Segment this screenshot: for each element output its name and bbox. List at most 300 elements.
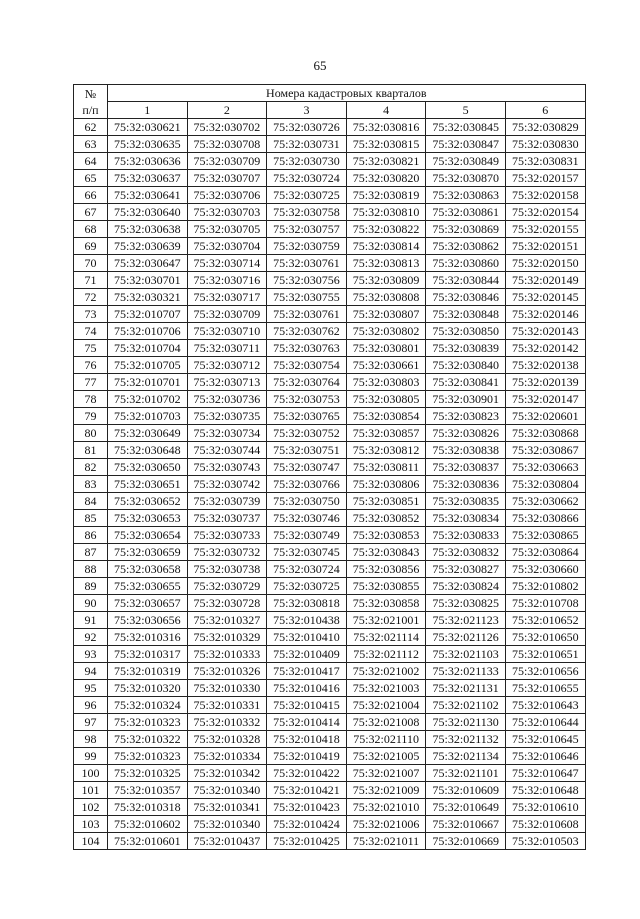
cadastral-number-cell: 75:32:030707: [187, 170, 267, 187]
cadastral-number-cell: 75:32:030819: [346, 187, 426, 204]
cadastral-number-cell: 75:32:021134: [426, 748, 506, 765]
cadastral-number-cell: 75:32:030836: [426, 476, 506, 493]
cadastral-number-cell: 75:32:030744: [187, 442, 267, 459]
cadastral-number-cell: 75:32:030753: [267, 391, 347, 408]
cadastral-number-cell: 75:32:030763: [267, 340, 347, 357]
cadastral-number-cell: 75:32:030658: [108, 561, 188, 578]
row-number-cell: 82: [74, 459, 108, 476]
cadastral-number-cell: 75:32:030736: [187, 391, 267, 408]
cadastral-number-cell: 75:32:030640: [108, 204, 188, 221]
row-number-cell: 92: [74, 629, 108, 646]
table-row: [74, 799, 586, 816]
cadastral-number-cell: 75:32:020139: [505, 374, 585, 391]
cadastral-number-cell: 75:32:010601: [108, 833, 188, 850]
row-number-cell: 78: [74, 391, 108, 408]
cadastral-number-cell: 75:32:021110: [346, 731, 426, 748]
cadastral-number-cell: 75:32:010438: [267, 612, 347, 629]
cadastral-number-cell: 75:32:010802: [505, 578, 585, 595]
row-number-header-top: №: [84, 86, 97, 101]
cadastral-number-cell: 75:32:030861: [426, 204, 506, 221]
cadastral-number-cell: 75:32:010647: [505, 765, 585, 782]
cadastral-number-cell: 75:32:030857: [346, 425, 426, 442]
table-row: [74, 153, 586, 170]
cadastral-quarters-table: [73, 84, 586, 850]
cadastral-number-cell: 75:32:030654: [108, 527, 188, 544]
cadastral-number-cell: 75:32:010331: [187, 697, 267, 714]
row-number-cell: 83: [74, 476, 108, 493]
cadastral-number-cell: 75:32:030805: [346, 391, 426, 408]
cadastral-number-cell: 75:32:010643: [505, 697, 585, 714]
cadastral-number-cell: 75:32:010437: [187, 833, 267, 850]
cadastral-number-cell: 75:32:021130: [426, 714, 506, 731]
row-number-cell: 73: [74, 306, 108, 323]
table-row: [74, 374, 586, 391]
cadastral-number-cell: 75:32:021101: [426, 765, 506, 782]
table-row: [74, 459, 586, 476]
cadastral-number-cell: 75:32:010422: [267, 765, 347, 782]
table-row: [74, 561, 586, 578]
cadastral-number-cell: 75:32:030865: [505, 527, 585, 544]
cadastral-number-cell: 75:32:021132: [426, 731, 506, 748]
table-row: [74, 816, 586, 833]
cadastral-number-cell: 75:32:030641: [108, 187, 188, 204]
table-row: [74, 204, 586, 221]
cadastral-number-cell: 75:32:021001: [346, 612, 426, 629]
cadastral-number-cell: 75:32:030716: [187, 272, 267, 289]
column-header-1: 1: [108, 102, 188, 119]
cadastral-number-cell: 75:32:030856: [346, 561, 426, 578]
cadastral-number-cell: 75:32:010708: [505, 595, 585, 612]
cadastral-number-cell: 75:32:010423: [267, 799, 347, 816]
column-header-4: 4: [346, 102, 426, 119]
row-number-cell: 62: [74, 119, 108, 136]
column-header-2: 2: [187, 102, 267, 119]
cadastral-number-cell: 75:32:030734: [187, 425, 267, 442]
cadastral-number-cell: 75:32:030714: [187, 255, 267, 272]
cadastral-number-cell: 75:32:030711: [187, 340, 267, 357]
table-row: [74, 187, 586, 204]
cadastral-number-cell: 75:32:030824: [426, 578, 506, 595]
cadastral-number-cell: 75:32:030825: [426, 595, 506, 612]
cadastral-number-cell: 75:32:010651: [505, 646, 585, 663]
table-row: [74, 425, 586, 442]
table-row: [74, 680, 586, 697]
cadastral-number-cell: 75:32:030862: [426, 238, 506, 255]
cadastral-number-cell: 75:32:030802: [346, 323, 426, 340]
cadastral-number-cell: 75:32:030742: [187, 476, 267, 493]
cadastral-number-cell: 75:32:030845: [426, 119, 506, 136]
cadastral-number-cell: 75:32:010702: [108, 391, 188, 408]
cadastral-number-cell: 75:32:030635: [108, 136, 188, 153]
cadastral-number-cell: 75:32:030702: [187, 119, 267, 136]
cadastral-number-cell: 75:32:030846: [426, 289, 506, 306]
cadastral-number-cell: 75:32:030659: [108, 544, 188, 561]
cadastral-number-cell: 75:32:010667: [426, 816, 506, 833]
table-title-header: Номера кадастровых кварталов: [108, 85, 586, 102]
cadastral-number-cell: 75:32:021008: [346, 714, 426, 731]
cadastral-number-cell: 75:32:030830: [505, 136, 585, 153]
cadastral-number-cell: 75:32:030827: [426, 561, 506, 578]
row-number-cell: 100: [74, 765, 108, 782]
cadastral-number-cell: 75:32:030636: [108, 153, 188, 170]
cadastral-number-cell: 75:32:020145: [505, 289, 585, 306]
cadastral-number-cell: 75:32:010417: [267, 663, 347, 680]
page-number: 65: [313, 58, 327, 73]
row-number-cell: 75: [74, 340, 108, 357]
cadastral-number-cell: 75:32:010318: [108, 799, 188, 816]
header-row-title: [74, 85, 586, 102]
cadastral-number-cell: 75:32:030766: [267, 476, 347, 493]
cadastral-number-cell: 75:32:030821: [346, 153, 426, 170]
cadastral-number-cell: 75:32:030811: [346, 459, 426, 476]
cadastral-number-cell: 75:32:030762: [267, 323, 347, 340]
row-number-cell: 103: [74, 816, 108, 833]
cadastral-number-cell: 75:32:010316: [108, 629, 188, 646]
table-row: [74, 357, 586, 374]
cadastral-number-cell: 75:32:030814: [346, 238, 426, 255]
row-number-cell: 86: [74, 527, 108, 544]
cadastral-number-cell: 75:32:030752: [267, 425, 347, 442]
cadastral-number-cell: 75:32:030843: [346, 544, 426, 561]
cadastral-number-cell: 75:32:010644: [505, 714, 585, 731]
row-number-cell: 65: [74, 170, 108, 187]
row-number-cell: 64: [74, 153, 108, 170]
table-row: [74, 272, 586, 289]
cadastral-number-cell: 75:32:030656: [108, 612, 188, 629]
cadastral-number-cell: 75:32:030653: [108, 510, 188, 527]
cadastral-number-cell: 75:32:010409: [267, 646, 347, 663]
cadastral-number-cell: 75:32:010645: [505, 731, 585, 748]
cadastral-number-cell: 75:32:010323: [108, 714, 188, 731]
cadastral-number-cell: 75:32:030864: [505, 544, 585, 561]
cadastral-number-cell: 75:32:030816: [346, 119, 426, 136]
row-number-cell: 89: [74, 578, 108, 595]
cadastral-number-cell: 75:32:030662: [505, 493, 585, 510]
cadastral-number-cell: 75:32:030813: [346, 255, 426, 272]
cadastral-number-cell: 75:32:030732: [187, 544, 267, 561]
cadastral-number-cell: 75:32:020150: [505, 255, 585, 272]
cadastral-number-cell: 75:32:030829: [505, 119, 585, 136]
row-number-cell: 81: [74, 442, 108, 459]
cadastral-number-cell: 75:32:021007: [346, 765, 426, 782]
cadastral-number-cell: 75:32:030806: [346, 476, 426, 493]
cadastral-number-cell: 75:32:030749: [267, 527, 347, 544]
cadastral-number-cell: 75:32:030737: [187, 510, 267, 527]
cadastral-number-cell: 75:32:010410: [267, 629, 347, 646]
cadastral-number-cell: 75:32:030866: [505, 510, 585, 527]
cadastral-number-cell: 75:32:010320: [108, 680, 188, 697]
cadastral-number-cell: 75:32:010609: [426, 782, 506, 799]
cadastral-number-cell: 75:32:030759: [267, 238, 347, 255]
row-number-header-bottom: п/п: [82, 102, 99, 117]
table-row: [74, 595, 586, 612]
cadastral-number-cell: 75:32:030765: [267, 408, 347, 425]
cadastral-number-cell: 75:32:010706: [108, 323, 188, 340]
table-row: [74, 612, 586, 629]
cadastral-number-cell: 75:32:020147: [505, 391, 585, 408]
cadastral-number-cell: 75:32:030652: [108, 493, 188, 510]
cadastral-number-cell: 75:32:010424: [267, 816, 347, 833]
cadastral-number-cell: 75:32:030764: [267, 374, 347, 391]
row-number-cell: 99: [74, 748, 108, 765]
cadastral-number-cell: 75:32:030651: [108, 476, 188, 493]
cadastral-number-cell: 75:32:010704: [108, 340, 188, 357]
cadastral-number-cell: 75:32:030840: [426, 357, 506, 374]
cadastral-number-cell: 75:32:010415: [267, 697, 347, 714]
row-number-cell: 93: [74, 646, 108, 663]
cadastral-number-cell: 75:32:030803: [346, 374, 426, 391]
cadastral-number-cell: 75:32:021004: [346, 697, 426, 714]
cadastral-number-cell: 75:32:010323: [108, 748, 188, 765]
cadastral-number-cell: 75:32:010652: [505, 612, 585, 629]
cadastral-number-cell: 75:32:021006: [346, 816, 426, 833]
cadastral-number-cell: 75:32:030868: [505, 425, 585, 442]
cadastral-number-cell: 75:32:010317: [108, 646, 188, 663]
cadastral-number-cell: 75:32:030807: [346, 306, 426, 323]
cadastral-number-cell: 75:32:030704: [187, 238, 267, 255]
table-row: [74, 663, 586, 680]
table-row: [74, 629, 586, 646]
column-header-5: 5: [426, 102, 506, 119]
cadastral-number-cell: 75:32:010326: [187, 663, 267, 680]
cadastral-number-cell: 75:32:030660: [505, 561, 585, 578]
table-row: [74, 170, 586, 187]
cadastral-number-cell: 75:32:030729: [187, 578, 267, 595]
cadastral-number-cell: 75:32:021005: [346, 748, 426, 765]
cadastral-number-cell: 75:32:030638: [108, 221, 188, 238]
cadastral-number-cell: 75:32:030724: [267, 170, 347, 187]
table-row: [74, 748, 586, 765]
row-number-cell: 104: [74, 833, 108, 850]
table-row: [74, 731, 586, 748]
cadastral-number-cell: 75:32:030831: [505, 153, 585, 170]
cadastral-number-cell: 75:32:030823: [426, 408, 506, 425]
row-number-cell: 90: [74, 595, 108, 612]
row-number-cell: 69: [74, 238, 108, 255]
cadastral-number-cell: 75:32:010602: [108, 816, 188, 833]
cadastral-number-cell: 75:32:010341: [187, 799, 267, 816]
cadastral-number-cell: 75:32:030745: [267, 544, 347, 561]
cadastral-number-cell: 75:32:030834: [426, 510, 506, 527]
table-row: [74, 238, 586, 255]
cadastral-number-cell: 75:32:030835: [426, 493, 506, 510]
cadastral-number-cell: 75:32:010701: [108, 374, 188, 391]
cadastral-number-cell: 75:32:021003: [346, 680, 426, 697]
cadastral-number-cell: 75:32:020142: [505, 340, 585, 357]
row-number-cell: 85: [74, 510, 108, 527]
column-header-3: 3: [267, 102, 347, 119]
cadastral-number-cell: 75:32:030713: [187, 374, 267, 391]
cadastral-number-cell: 75:32:030808: [346, 289, 426, 306]
cadastral-number-cell: 75:32:030708: [187, 136, 267, 153]
table-row: [74, 255, 586, 272]
cadastral-number-cell: 75:32:030754: [267, 357, 347, 374]
cadastral-number-cell: 75:32:030709: [187, 153, 267, 170]
cadastral-number-cell: 75:32:030758: [267, 204, 347, 221]
cadastral-number-cell: 75:32:030841: [426, 374, 506, 391]
row-number-cell: 97: [74, 714, 108, 731]
cadastral-number-cell: 75:32:030849: [426, 153, 506, 170]
row-number-cell: 67: [74, 204, 108, 221]
cadastral-number-cell: 75:32:010649: [426, 799, 506, 816]
cadastral-number-cell: 75:32:030746: [267, 510, 347, 527]
table-row: [74, 697, 586, 714]
cadastral-number-cell: 75:32:030812: [346, 442, 426, 459]
table-row: [74, 714, 586, 731]
row-number-cell: 95: [74, 680, 108, 697]
cadastral-number-cell: 75:32:010421: [267, 782, 347, 799]
row-number-cell: 102: [74, 799, 108, 816]
table-row: [74, 221, 586, 238]
table-row: [74, 136, 586, 153]
cadastral-number-cell: 75:32:030837: [426, 459, 506, 476]
cadastral-number-cell: 75:32:030853: [346, 527, 426, 544]
cadastral-number-cell: 75:32:010414: [267, 714, 347, 731]
cadastral-number-cell: 75:32:030725: [267, 187, 347, 204]
table-row: [74, 289, 586, 306]
cadastral-number-cell: 75:32:030870: [426, 170, 506, 187]
table-row: [74, 442, 586, 459]
cadastral-number-cell: 75:32:030822: [346, 221, 426, 238]
row-number-cell: 70: [74, 255, 108, 272]
cadastral-number-cell: 75:32:020151: [505, 238, 585, 255]
cadastral-number-cell: 75:32:010333: [187, 646, 267, 663]
cadastral-number-cell: 75:32:030755: [267, 289, 347, 306]
cadastral-number-cell: 75:32:010334: [187, 748, 267, 765]
cadastral-number-cell: 75:32:010705: [108, 357, 188, 374]
row-number-cell: 96: [74, 697, 108, 714]
row-number-cell: 76: [74, 357, 108, 374]
row-number-cell: 91: [74, 612, 108, 629]
cadastral-number-cell: 75:32:030647: [108, 255, 188, 272]
cadastral-number-cell: 75:32:010425: [267, 833, 347, 850]
cadastral-number-cell: 75:32:020149: [505, 272, 585, 289]
cadastral-number-cell: 75:32:020601: [505, 408, 585, 425]
cadastral-number-cell: 75:32:030863: [426, 187, 506, 204]
row-number-cell: 101: [74, 782, 108, 799]
cadastral-number-cell: 75:32:030747: [267, 459, 347, 476]
cadastral-number-cell: 75:32:030854: [346, 408, 426, 425]
cadastral-number-cell: 75:32:021010: [346, 799, 426, 816]
row-number-cell: 77: [74, 374, 108, 391]
cadastral-number-cell: 75:32:030655: [108, 578, 188, 595]
cadastral-number-cell: 75:32:010669: [426, 833, 506, 850]
cadastral-number-cell: 75:32:030710: [187, 323, 267, 340]
cadastral-number-cell: 75:32:010325: [108, 765, 188, 782]
row-number-cell: 66: [74, 187, 108, 204]
table-row: [74, 408, 586, 425]
cadastral-number-cell: 75:32:021123: [426, 612, 506, 629]
cadastral-number-cell: 75:32:030724: [267, 561, 347, 578]
cadastral-number-cell: 75:32:010340: [187, 782, 267, 799]
cadastral-number-cell: 75:32:030725: [267, 578, 347, 595]
table-row: [74, 765, 586, 782]
cadastral-number-cell: 75:32:021126: [426, 629, 506, 646]
header-row-columns: [74, 102, 586, 119]
cadastral-number-cell: 75:32:010656: [505, 663, 585, 680]
cadastral-number-cell: 75:32:020157: [505, 170, 585, 187]
cadastral-number-cell: 75:32:030833: [426, 527, 506, 544]
cadastral-number-cell: 75:32:030639: [108, 238, 188, 255]
cadastral-number-cell: 75:32:020158: [505, 187, 585, 204]
cadastral-number-cell: 75:32:010327: [187, 612, 267, 629]
cadastral-number-cell: 75:32:030818: [267, 595, 347, 612]
cadastral-number-cell: 75:32:030801: [346, 340, 426, 357]
row-number-cell: 79: [74, 408, 108, 425]
row-number-cell: 87: [74, 544, 108, 561]
cadastral-number-cell: 75:32:010608: [505, 816, 585, 833]
row-number-cell: 63: [74, 136, 108, 153]
cadastral-number-cell: 75:32:020138: [505, 357, 585, 374]
row-number-cell: 84: [74, 493, 108, 510]
cadastral-number-cell: 75:32:010328: [187, 731, 267, 748]
cadastral-number-cell: 75:32:030851: [346, 493, 426, 510]
cadastral-number-cell: 75:32:010707: [108, 306, 188, 323]
row-number-cell: 68: [74, 221, 108, 238]
table-row: [74, 782, 586, 799]
row-number-cell: 72: [74, 289, 108, 306]
cadastral-number-cell: 75:32:030804: [505, 476, 585, 493]
cadastral-number-cell: 75:32:030728: [187, 595, 267, 612]
cadastral-number-cell: 75:32:020146: [505, 306, 585, 323]
cadastral-number-cell: 75:32:021133: [426, 663, 506, 680]
cadastral-number-cell: 75:32:021102: [426, 697, 506, 714]
cadastral-number-cell: 75:32:030738: [187, 561, 267, 578]
row-number-header: [74, 85, 108, 119]
cadastral-number-cell: 75:32:010650: [505, 629, 585, 646]
cadastral-number-cell: 75:32:030757: [267, 221, 347, 238]
cadastral-number-cell: 75:32:030820: [346, 170, 426, 187]
cadastral-number-cell: 75:32:030750: [267, 493, 347, 510]
cadastral-number-cell: 75:32:010655: [505, 680, 585, 697]
cadastral-number-cell: 75:32:030751: [267, 442, 347, 459]
cadastral-number-cell: 75:32:010610: [505, 799, 585, 816]
cadastral-number-cell: 75:32:010332: [187, 714, 267, 731]
cadastral-number-cell: 75:32:030848: [426, 306, 506, 323]
cadastral-number-cell: 75:32:030637: [108, 170, 188, 187]
table-row: [74, 544, 586, 561]
cadastral-number-cell: 75:32:030810: [346, 204, 426, 221]
cadastral-number-cell: 75:32:030838: [426, 442, 506, 459]
cadastral-number-cell: 75:32:030826: [426, 425, 506, 442]
column-header-6: 6: [505, 102, 585, 119]
cadastral-number-cell: 75:32:030901: [426, 391, 506, 408]
table-row: [74, 646, 586, 663]
cadastral-number-cell: 75:32:030730: [267, 153, 347, 170]
row-number-cell: 94: [74, 663, 108, 680]
cadastral-number-cell: 75:32:030847: [426, 136, 506, 153]
table-row: [74, 323, 586, 340]
cadastral-number-cell: 75:32:010319: [108, 663, 188, 680]
table-body: [74, 119, 586, 850]
cadastral-number-cell: 75:32:010648: [505, 782, 585, 799]
cadastral-number-cell: 75:32:010330: [187, 680, 267, 697]
cadastral-number-cell: 75:32:010416: [267, 680, 347, 697]
cadastral-number-cell: 75:32:030657: [108, 595, 188, 612]
table-row: [74, 493, 586, 510]
cadastral-number-cell: 75:32:030855: [346, 578, 426, 595]
cadastral-number-cell: 75:32:030739: [187, 493, 267, 510]
cadastral-number-cell: 75:32:010342: [187, 765, 267, 782]
table-row: [74, 340, 586, 357]
cadastral-number-cell: 75:32:030663: [505, 459, 585, 476]
cadastral-number-cell: 75:32:030733: [187, 527, 267, 544]
cadastral-number-cell: 75:32:021002: [346, 663, 426, 680]
cadastral-number-cell: 75:32:010703: [108, 408, 188, 425]
cadastral-number-cell: 75:32:030867: [505, 442, 585, 459]
cadastral-number-cell: 75:32:021114: [346, 629, 426, 646]
cadastral-number-cell: 75:32:010340: [187, 816, 267, 833]
